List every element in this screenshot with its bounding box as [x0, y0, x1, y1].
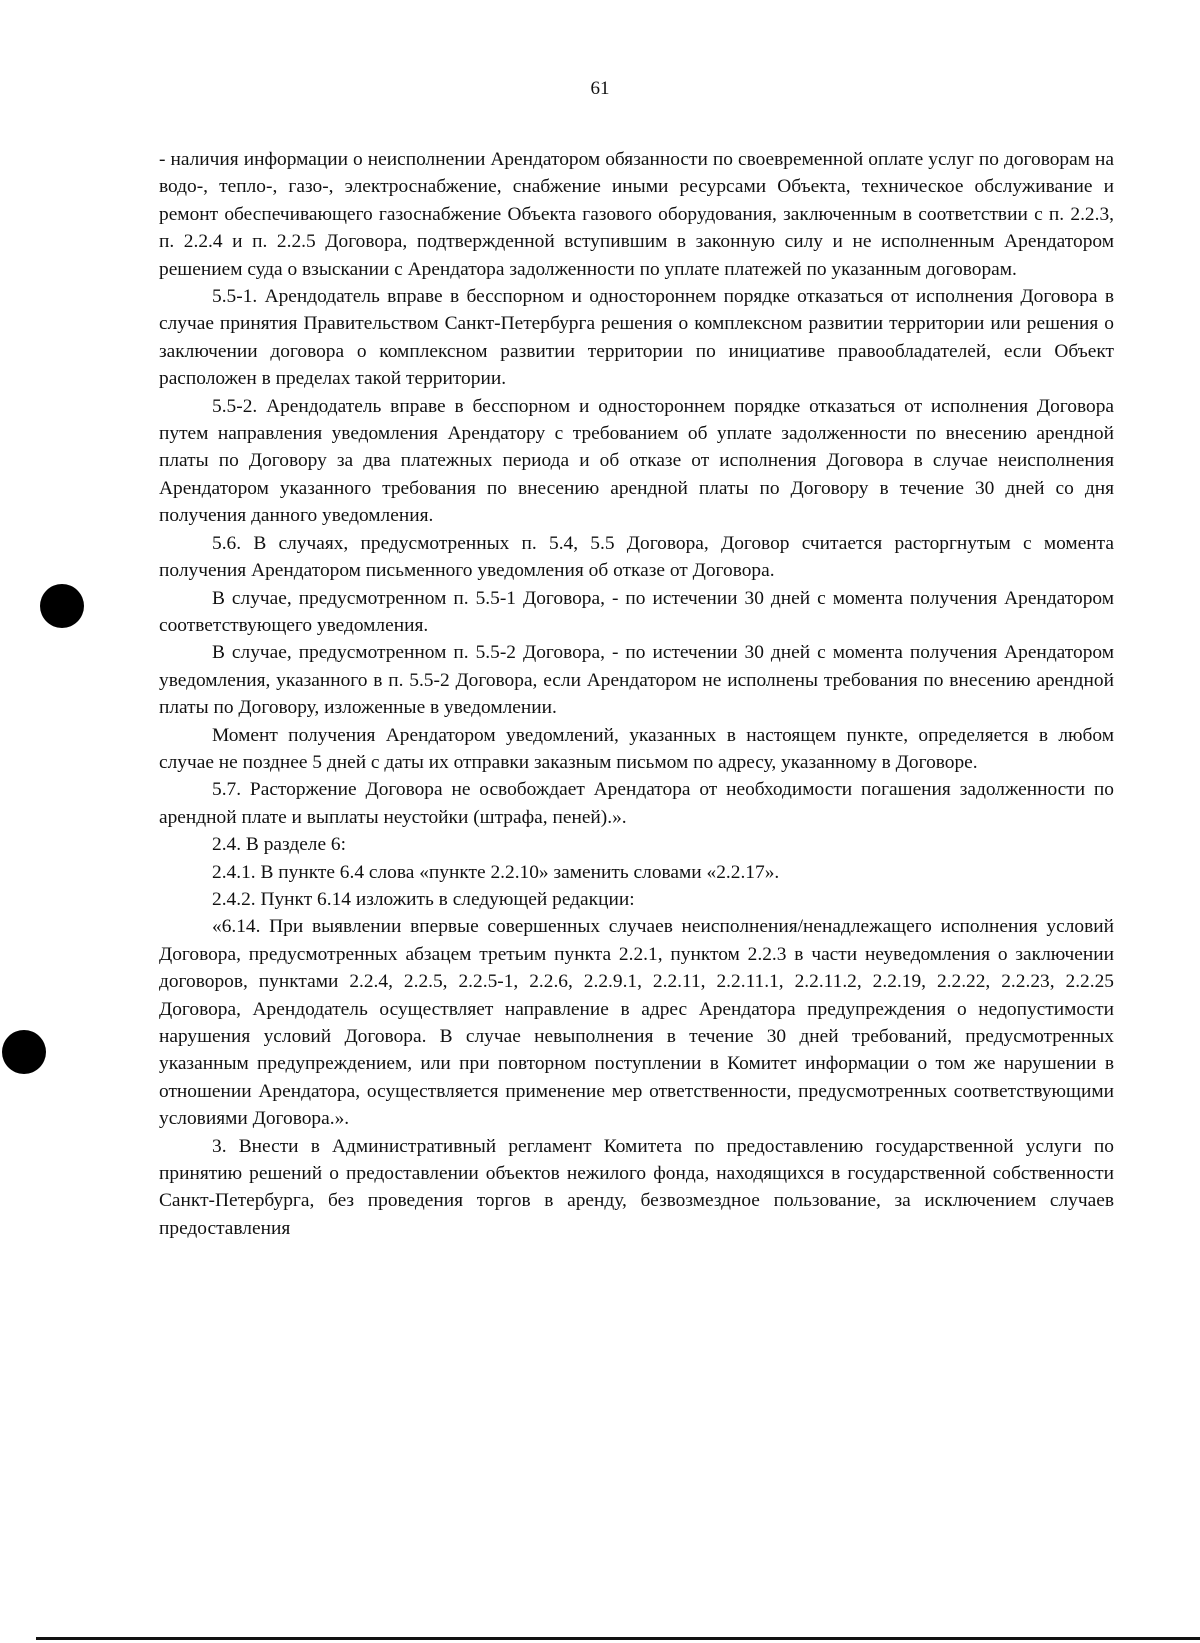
paragraph: «6.14. При выявлении впервые совершенных случаев неисполнения/ненадлежащего исполнения условий Договора, предусмотренных абзацем третьим пункта 2.2.1, пунктом 2.2.3 в части неуведомления о заключении договоров, пунктами 2.2.4, 2.2.5, 2.2.5-1, 2.2.6, 2.2.9.1, 2.2.11, 2.2.11.1, 2.2.11.2, 2.2.19, 2.2.22, 2.2.23, 2.2.25 Договора, Арендодатель осуществляет направление в адрес Арендатора предупреждения о недопустимости нарушения условий Договора. В случае невыполнения в течение 30 дней требований, предусмотренных указанным предупреждением, или при повторном поступлении в Комитет информации о том же нарушении в отношении Арендатора, осуществляется применение мер ответственности, предусмотренных соответствующими условиями Договора.». — [159, 916, 1114, 1130]
paragraph: Момент получения Арендатором уведомлений, указанных в настоящем пункте, определяется в любом случае не позднее 5 дней с даты их отправки заказным письмом по адресу, указанному в Договоре. — [159, 724, 1114, 773]
punch-hole-lower — [2, 1030, 46, 1074]
paragraph: 5.6. В случаях, предусмотренных п. 5.4, 5.5 Договора, Договор считается расторгнутым с момента получения Арендатором письменного уведомления об отказе от Договора. — [159, 532, 1114, 582]
paragraph: 5.5-2. Арендодатель вправе в бесспорном и одностороннем порядке отказаться от исполнения Договора путем направления уведомления Арендатору с требованием об уплате задолженности по внесению арендной платы по Договору за два платежных периода и об отказе от исполнения Договора в случае неисполнения Арендатором указанного требования по внесению арендной платы по Договору в течение 30 дней со дня получения данного уведомления. — [159, 395, 1114, 527]
paragraph: 2.4. В разделе 6: — [212, 834, 347, 856]
paragraph: 2.4.1. В пункте 6.4 слова «пункте 2.2.10» заменить словами «2.2.17». — [212, 861, 780, 883]
paragraph: В случае, предусмотренном п. 5.5-2 Договора, - по истечении 30 дней с момента получения Арендатором уведомления, указанного в п. 5.5-2 Договора, если Арендатором не исполнены требования по внесению арендной платы по Договору, изложенные в уведомлении. — [159, 642, 1114, 719]
text-body — [159, 146, 1114, 1242]
paragraph: 5.7. Расторжение Договора не освобождает Арендатора от необходимости погашения задолженности по арендной плате и выплаты неустойки (штрафа, пеней).». — [159, 779, 1114, 828]
paragraph: - наличия информации о неисполнении Арендатором обязанности по своевременной оплате услуг по договорам на водо-, тепло-, газо-, электроснабжение, снабжение иными ресурсами Объекта, техническое обслуживание и ремонт обеспечивающего газоснабжение Объекта газового оборудования, заключенным в соответствии с п. 2.2.3, п. 2.2.4 и п. 2.2.5 Договора, подтвержденной вступившим в законную силу и не исполненным Арендатором решением суда о взыскании с Арендатора задолженности по уплате платежей по указанным договорам. — [159, 149, 1114, 280]
paragraph: 2.4.2. Пункт 6.14 изложить в следующей редакции: — [212, 888, 635, 910]
page-number: 61 — [590, 78, 610, 99]
paragraph: 5.5-1. Арендодатель вправе в бесспорном и одностороннем порядке отказаться от исполнения Договора в случае принятия Правительством Санкт-Петербурга решения о комплексном развитии территории или решения о заключении договора о комплексном развитии территории по инициативе правообладателей, если Объект расположен в пределах такой территории. — [159, 286, 1114, 390]
paragraph: 3. Внести в Административный регламент Комитета по предоставлению государственной услуги по принятию решений о предоставлении объектов нежилого фонда, находящихся в государственной собственности Санкт-Петербурга, без проведения торгов в аренду, безвозмездное пользование, за исключением случаев предоставления — [159, 1135, 1114, 1239]
paragraph: В случае, предусмотренном п. 5.5-1 Договора, - по истечении 30 дней с момента получения Арендатором соответствующего уведомления. — [159, 587, 1114, 636]
punch-hole-upper — [40, 584, 84, 628]
page-bottom-rule — [0, 1637, 1200, 1640]
